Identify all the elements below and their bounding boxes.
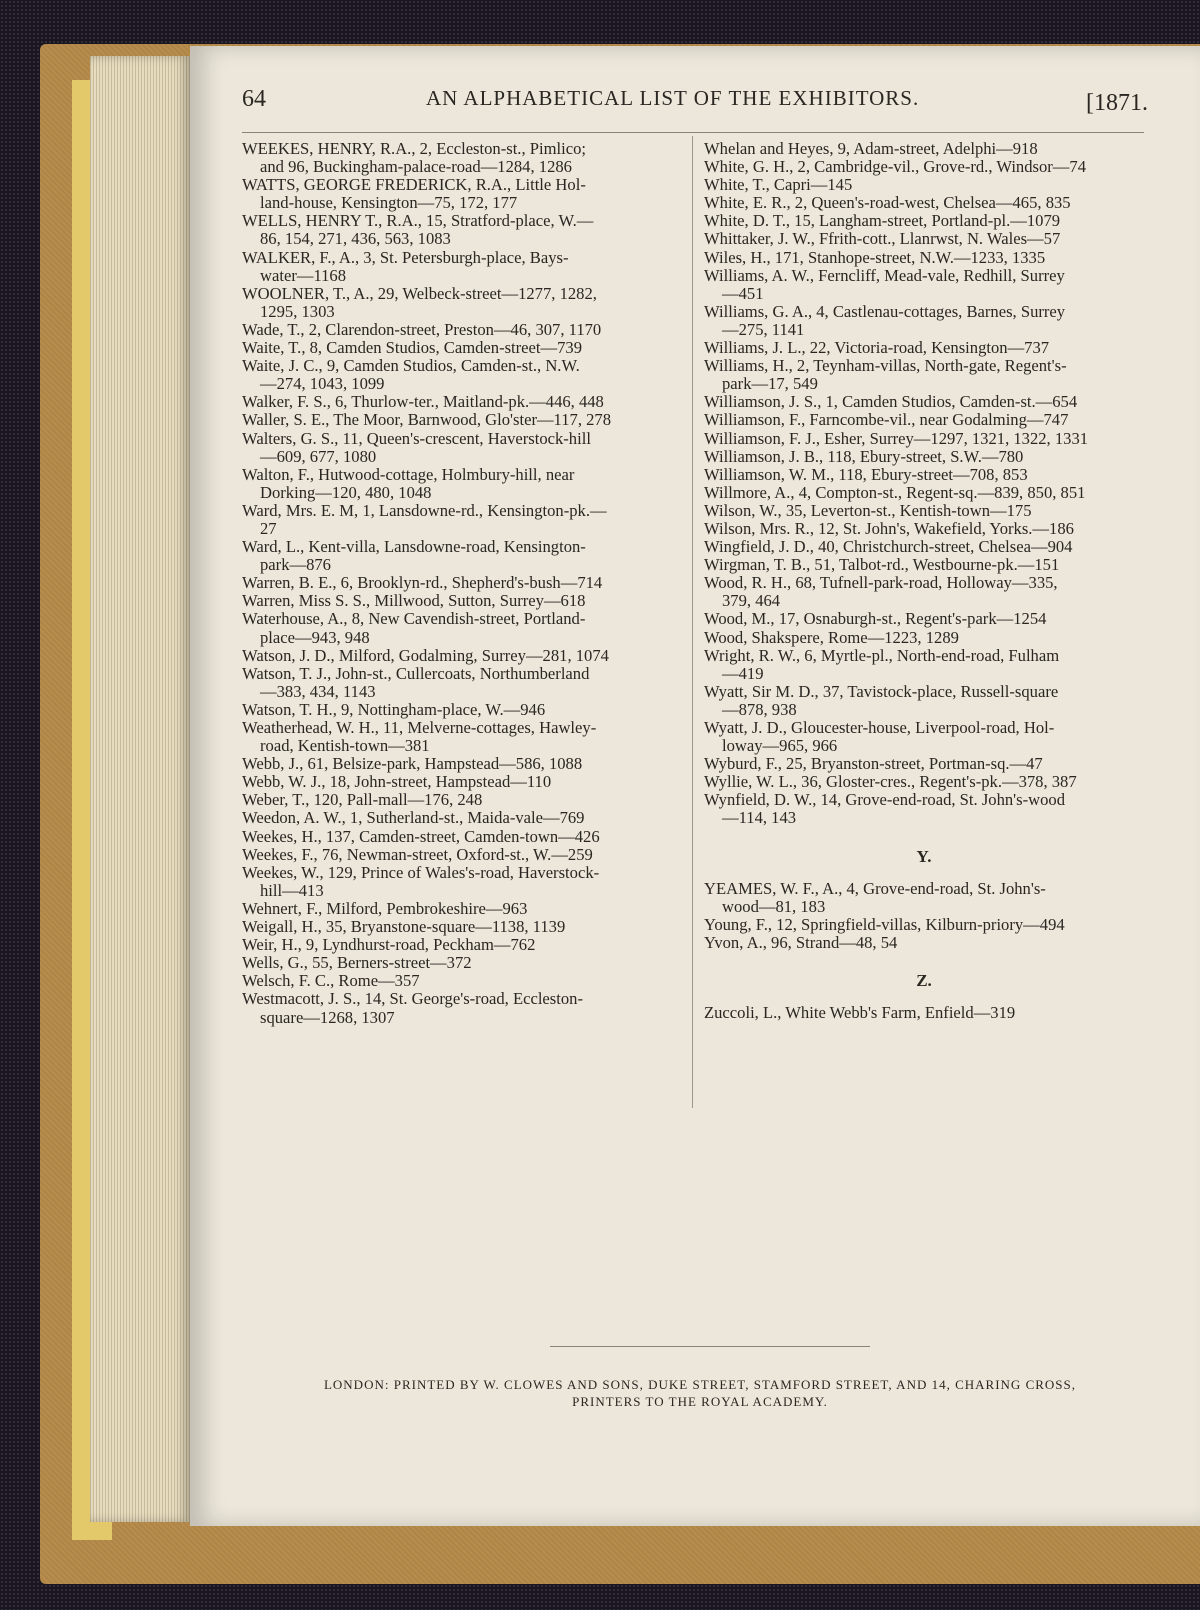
exhibitor-entry <box>242 846 682 864</box>
exhibitor-entry <box>704 448 1144 466</box>
entry-line: White, T., Capri—145 <box>704 175 853 195</box>
entry-line: Wilson, W., 35, Leverton-st., Kentish-town—175 <box>704 500 1032 520</box>
exhibitor-entry <box>242 701 682 719</box>
entry-line: Waller, S. E., The Moor, Barnwood, Glo'ster—117, 278 <box>242 410 612 430</box>
entry-line: Walker, F. S., 6, Thurlow-ter., Maitland-pk.—446, 448 <box>242 392 604 412</box>
y-entries <box>704 880 1144 952</box>
entry-line: Wright, R. W., 6, Myrtle-pl., North-end-road, Fulham <box>704 645 1060 665</box>
exhibitor-entry <box>704 916 1144 934</box>
exhibitor-entry <box>704 249 1144 267</box>
entry-continuation: road, Kentish-town—381 <box>260 736 430 756</box>
exhibitor-entry <box>704 629 1144 647</box>
exhibitor-entry <box>704 303 1144 339</box>
entry-continuation: square—1268, 1307 <box>260 1007 395 1027</box>
entry-line: Watson, T. H., 9, Nottingham-place, W.—946 <box>242 699 546 719</box>
entry-line: Williamson, W. M., 118, Ebury-street—708, 853 <box>704 464 1028 484</box>
exhibitor-entry <box>704 212 1144 230</box>
page-edges <box>90 56 190 1522</box>
entry-line: Webb, W. J., 18, John-street, Hampstead—110 <box>242 772 552 792</box>
header-rule <box>242 132 1144 133</box>
exhibitor-entry <box>242 411 682 429</box>
entry-line: Webb, J., 61, Belsize-park, Hampstead—586, 1088 <box>242 754 583 774</box>
exhibitor-entry <box>242 791 682 809</box>
entry-line: Young, F., 12, Springfield-villas, Kilburn-priory—494 <box>704 914 1065 934</box>
entry-line: Whelan and Heyes, 9, Adam-street, Adelphi—918 <box>704 139 1038 158</box>
exhibitor-entry <box>704 194 1144 212</box>
exhibitor-entry <box>242 140 682 176</box>
exhibitor-entry <box>704 719 1144 755</box>
exhibitor-entry <box>704 538 1144 556</box>
exhibitor-entry <box>704 176 1144 194</box>
entry-line: Williamson, J. S., 1, Camden Studios, Camden-st.—654 <box>704 392 1078 412</box>
book-page <box>190 46 1200 1526</box>
entry-line: Waite, J. C., 9, Camden Studios, Camden-st., N.W. <box>242 356 580 376</box>
exhibitor-entry <box>704 411 1144 429</box>
exhibitor-entry <box>242 321 682 339</box>
entry-continuation: —419 <box>722 663 764 683</box>
entry-line: Wehnert, F., Milford, Pembrokeshire—963 <box>242 898 528 918</box>
entry-line: Watson, T. J., John-st., Cullercoats, Northumberland <box>242 663 590 683</box>
entry-line: Waterhouse, A., 8, New Cavendish-street, Portland- <box>242 609 586 629</box>
exhibitor-entry <box>704 880 1144 916</box>
exhibitor-entry <box>242 900 682 918</box>
entry-line: WALKER, F., A., 3, St. Petersburgh-place, Bays- <box>242 247 569 267</box>
entry-line: White, G. H., 2, Cambridge-vil., Grove-rd., Windsor—74 <box>704 157 1086 177</box>
z-entries <box>704 1004 1144 1022</box>
exhibitor-entry <box>242 809 682 827</box>
entry-continuation: —451 <box>722 283 764 303</box>
exhibitor-entry <box>704 647 1144 683</box>
entry-line: Wingfield, J. D., 40, Christchurch-street, Chelsea—904 <box>704 537 1073 557</box>
exhibitor-entry <box>242 212 682 248</box>
exhibitor-entry <box>704 466 1144 484</box>
exhibitor-entry <box>242 755 682 773</box>
exhibitor-entry <box>242 538 682 574</box>
entry-line: Weber, T., 120, Pall-mall—176, 248 <box>242 790 483 810</box>
entry-line: Wood, R. H., 68, Tufnell-park-road, Holloway—335, <box>704 573 1058 593</box>
exhibitor-entry <box>704 574 1144 610</box>
running-header <box>190 86 1200 120</box>
exhibitor-entry <box>704 140 1144 158</box>
printer-imprint <box>310 1376 1090 1410</box>
entry-line: Warren, B. E., 6, Brooklyn-rd., Shepherd's-bush—714 <box>242 573 603 593</box>
entry-line: Weekes, W., 129, Prince of Wales's-road, Haverstock- <box>242 862 600 882</box>
entry-line: Wyatt, J. D., Gloucester-house, Liverpool-road, Hol- <box>704 718 1055 737</box>
imprint-line-1: LONDON: PRINTED BY W. CLOWES AND SONS, DUKE STREET, STAMFORD STREET, AND 14, CHARING CROSS, <box>323 1377 1077 1392</box>
entry-line: Watson, J. D., Milford, Godalming, Surrey—281, 1074 <box>242 645 609 665</box>
entry-line: Weekes, H., 137, Camden-street, Camden-town—426 <box>242 826 600 846</box>
exhibitor-entry <box>242 954 682 972</box>
entry-line: WEEKES, HENRY, R.A., 2, Eccleston-st., Pimlico; <box>242 139 586 158</box>
exhibitor-entry <box>242 936 682 954</box>
entry-line: Warren, Miss S. S., Millwood, Sutton, Surrey—618 <box>242 591 586 611</box>
exhibitor-entry <box>242 430 682 466</box>
entry-line: Wood, Shakspere, Rome—1223, 1289 <box>704 627 959 647</box>
exhibitor-entry <box>242 990 682 1026</box>
exhibitor-entry <box>242 574 682 592</box>
entry-continuation: park—17, 549 <box>722 374 818 394</box>
exhibitor-entry <box>704 393 1144 411</box>
exhibitor-entry <box>242 773 682 791</box>
exhibitor-entry <box>704 683 1144 719</box>
entry-line: WOOLNER, T., A., 29, Welbeck-street—1277, 1282, <box>242 283 597 303</box>
entry-line: Wood, M., 17, Osnaburgh-st., Regent's-park—1254 <box>704 609 1047 629</box>
entry-line: Wyllie, W. L., 36, Gloster-cres., Regent's-pk.—378, 387 <box>704 772 1077 792</box>
entry-line: Yvon, A., 96, Strand—48, 54 <box>704 932 898 952</box>
entry-line: Ward, L., Kent-villa, Lansdowne-road, Kensington- <box>242 537 586 557</box>
exhibitor-entry <box>242 864 682 900</box>
entry-continuation: —275, 1141 <box>722 319 805 339</box>
exhibitor-entry <box>242 357 682 393</box>
exhibitor-entry <box>242 972 682 990</box>
entry-continuation: and 96, Buckingham-palace-road—1284, 1286 <box>260 157 572 177</box>
entry-line: Wiles, H., 171, Stanhope-street, N.W.—1233, 1335 <box>704 247 1046 267</box>
exhibitor-entry <box>242 665 682 701</box>
entry-line: Williams, A. W., Ferncliff, Mead-vale, Redhill, Surrey <box>704 265 1065 285</box>
page-title: AN ALPHABETICAL LIST OF THE EXHIBITORS. <box>426 86 920 110</box>
entry-line: Williamson, F., Farncombe-vil., near Godalming—747 <box>704 410 1069 430</box>
entry-continuation: land-house, Kensington—75, 172, 177 <box>260 193 518 213</box>
entry-line: Westmacott, J. S., 14, St. George's-road, Eccleston- <box>242 989 583 1009</box>
entry-continuation: hill—413 <box>260 880 324 900</box>
exhibitor-entry <box>704 755 1144 773</box>
entry-continuation: —878, 938 <box>722 699 797 719</box>
entry-line: White, D. T., 15, Langham-street, Portland-pl.—1079 <box>704 211 1061 231</box>
exhibitor-entry <box>242 502 682 538</box>
entry-line: Willmore, A., 4, Compton-st., Regent-sq.—839, 850, 851 <box>704 482 1086 502</box>
entry-continuation: —609, 677, 1080 <box>260 446 377 466</box>
exhibitor-entry <box>242 610 682 646</box>
section-letter-z: Z. <box>916 971 932 991</box>
w-entries <box>704 140 1144 828</box>
exhibitor-entry <box>242 339 682 357</box>
entry-continuation: place—943, 948 <box>260 627 370 647</box>
entry-continuation: —383, 434, 1143 <box>260 681 376 701</box>
exhibitor-entry <box>704 791 1144 827</box>
entry-line: Weedon, A. W., 1, Sutherland-st., Maida-vale—769 <box>242 808 585 828</box>
entry-line: Waite, T., 8, Camden Studios, Camden-street—739 <box>242 338 583 358</box>
entry-continuation: —114, 143 <box>722 808 797 828</box>
page-number: 64 <box>242 86 266 112</box>
exhibitor-entry <box>704 357 1144 393</box>
entry-line: Williams, G. A., 4, Castlenau-cottages, Barnes, Surrey <box>704 301 1066 321</box>
entry-line: Wyburd, F., 25, Bryanston-street, Portman-sq.—47 <box>704 754 1043 774</box>
exhibitor-entry <box>242 285 682 321</box>
entry-line: Welsch, F. C., Rome—357 <box>242 971 420 991</box>
exhibitor-entry <box>242 647 682 665</box>
entry-line: Wells, G., 55, Berners-street—372 <box>242 953 472 973</box>
entry-continuation: loway—965, 966 <box>722 736 838 756</box>
exhibitor-entry <box>242 592 682 610</box>
exhibitor-entry <box>704 556 1144 574</box>
entry-continuation: wood—81, 183 <box>722 896 826 916</box>
entry-line: Whittaker, J. W., Ffrith-cott., Llanrwst, N. Wales—57 <box>704 229 1061 249</box>
exhibitor-entry <box>242 249 682 285</box>
entry-line: Walton, F., Hutwood-cottage, Holmbury-hill, near <box>242 464 575 484</box>
entry-line: Wade, T., 2, Clarendon-street, Preston—46, 307, 1170 <box>242 319 602 339</box>
entry-line: Wirgman, T. B., 51, Talbot-rd., Westbourne-pk.—151 <box>704 555 1060 575</box>
exhibitor-entry <box>704 502 1144 520</box>
exhibitor-entry <box>704 610 1144 628</box>
entry-continuation: 379, 464 <box>722 591 781 611</box>
entry-continuation: park—876 <box>260 555 331 575</box>
exhibitor-entry <box>704 267 1144 303</box>
entry-line: Wyatt, Sir M. D., 37, Tavistock-place, Russell-square <box>704 681 1059 701</box>
exhibitor-entry <box>704 158 1144 176</box>
exhibitor-entry <box>704 520 1144 538</box>
exhibitor-entry <box>242 393 682 411</box>
entry-line: Weigall, H., 35, Bryanstone-square—1138, 1139 <box>242 917 566 937</box>
exhibitor-entry <box>242 918 682 936</box>
right-column <box>704 140 1144 1022</box>
entry-continuation: 86, 154, 271, 436, 563, 1083 <box>260 229 451 249</box>
exhibitor-entry <box>242 466 682 502</box>
entry-line: Zuccoli, L., White Webb's Farm, Enfield—319 <box>704 1003 1016 1023</box>
year-label: [1871. <box>1086 90 1148 116</box>
entry-continuation: Dorking—120, 480, 1048 <box>260 482 432 502</box>
entry-line: Williamson, F. J., Esher, Surrey—1297, 1321, 1322, 1331 <box>704 428 1089 448</box>
entry-continuation: 1295, 1303 <box>260 301 335 321</box>
entry-line: Williams, H., 2, Teynham-villas, North-gate, Regent's- <box>704 356 1067 376</box>
exhibitor-entry <box>704 430 1144 448</box>
exhibitor-entry <box>704 230 1144 248</box>
section-letter-y: Y. <box>916 846 932 866</box>
exhibitor-entry <box>242 828 682 846</box>
exhibitor-entry <box>704 339 1144 357</box>
entry-line: Williamson, J. B., 118, Ebury-street, S.W.—780 <box>704 446 1024 466</box>
entry-line: Weatherhead, W. H., 11, Melverne-cottages, Hawley- <box>242 718 597 737</box>
entry-line: WELLS, HENRY T., R.A., 15, Stratford-place, W.— <box>242 211 594 231</box>
footer-rule <box>550 1346 870 1347</box>
entry-line: Wynfield, D. W., 14, Grove-end-road, St. John's-wood <box>704 790 1066 810</box>
exhibitor-entry <box>704 934 1144 952</box>
entry-continuation: —274, 1043, 1099 <box>260 374 385 394</box>
entry-line: Williams, J. L., 22, Victoria-road, Kensington—737 <box>704 338 1050 358</box>
entry-line: Weir, H., 9, Lyndhurst-road, Peckham—762 <box>242 935 536 955</box>
entry-line: Ward, Mrs. E. M, 1, Lansdowne-rd., Kensington-pk.— <box>242 500 607 520</box>
imprint-line-2: PRINTERS TO THE ROYAL ACADEMY. <box>572 1394 828 1409</box>
exhibitor-entry <box>704 773 1144 791</box>
entry-line: YEAMES, W. F., A., 4, Grove-end-road, St. John's- <box>704 878 1046 898</box>
exhibitor-entry <box>704 484 1144 502</box>
entry-line: Weekes, F., 76, Newman-street, Oxford-st., W.—259 <box>242 844 593 864</box>
entry-line: Walters, G. S., 11, Queen's-crescent, Haverstock-hill <box>242 428 591 448</box>
entry-continuation: water—1168 <box>260 265 347 285</box>
exhibitor-entry <box>242 719 682 755</box>
entry-line: WATTS, GEORGE FREDERICK, R.A., Little Hol- <box>242 175 586 195</box>
column-divider <box>692 136 693 1108</box>
left-column <box>242 140 682 1027</box>
exhibitor-entry <box>242 176 682 212</box>
entry-line: Wilson, Mrs. R., 12, St. John's, Wakefield, Yorks.—186 <box>704 518 1074 538</box>
entry-continuation: 27 <box>260 518 277 538</box>
entry-line: White, E. R., 2, Queen's-road-west, Chelsea—465, 835 <box>704 193 1071 213</box>
exhibitor-entry <box>704 1004 1144 1022</box>
